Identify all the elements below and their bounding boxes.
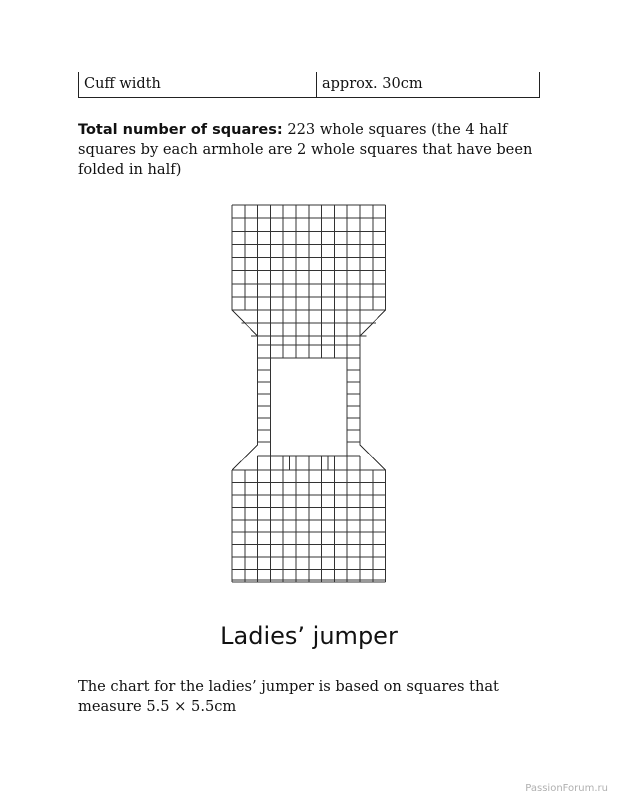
grid-diagonal (360, 442, 386, 470)
grid-diagonal (232, 442, 258, 470)
chart-description: The chart for the ladies’ jumper is based on squares that measure 5.5 × 5.5cm (78, 678, 499, 715)
total-squares-label: Total number of squares: (78, 122, 283, 138)
grid-diagonal (360, 310, 386, 358)
measurement-value: approx. 30cm (322, 76, 423, 92)
total-squares-text: 223 whole squares (the 4 half squares by each armhole are 2 whole squares that have been folded in half) (78, 121, 533, 178)
measurement-label: Cuff width (79, 72, 317, 97)
watermark: PassionForum.ru (525, 783, 608, 794)
section-heading: Ladies’ jumper (220, 622, 398, 650)
grid-diagonal (232, 310, 258, 358)
